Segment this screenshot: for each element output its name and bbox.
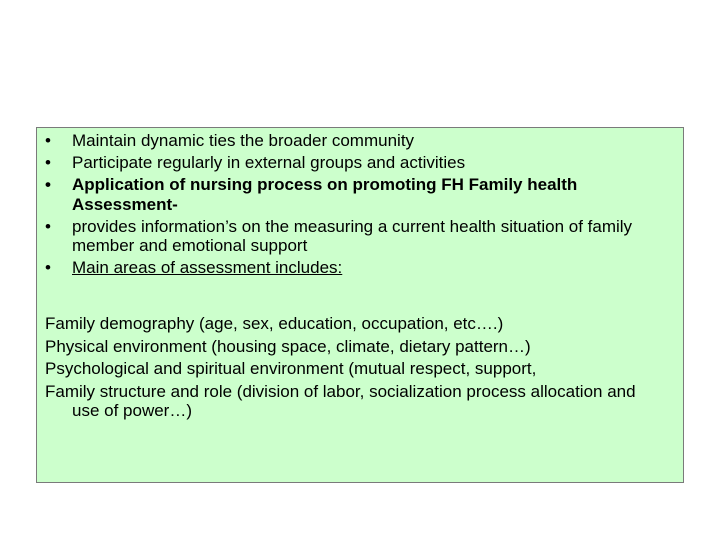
bullet-text: Participate regularly in external groups and activities bbox=[72, 153, 466, 172]
bullet-item bbox=[45, 153, 681, 173]
bullet-marker: • bbox=[45, 216, 51, 236]
bullet-item bbox=[45, 175, 681, 214]
bullet-item bbox=[45, 258, 681, 278]
content-textbox bbox=[36, 127, 684, 483]
bullet-list bbox=[45, 131, 681, 280]
bullet-text: provides information’s on the measuring a current health situation of family member and emotional support bbox=[72, 216, 633, 255]
assessment-areas bbox=[45, 314, 665, 424]
bullet-text: Main areas of assessment includes: bbox=[72, 258, 343, 277]
paragraph: Physical environment (housing space, climate, dietary pattern…) bbox=[45, 336, 531, 356]
bullet-text: Maintain dynamic ties the broader community bbox=[72, 131, 415, 150]
bullet-marker: • bbox=[45, 175, 51, 194]
paragraph: Psychological and spiritual environment (mutual respect, support, bbox=[45, 359, 537, 378]
paragraph: Family structure and role (division of labor, socialization process allocation and use of power…) bbox=[45, 381, 636, 420]
bullet-marker: • bbox=[45, 153, 51, 172]
bullet-marker: • bbox=[45, 131, 51, 150]
bullet-marker: • bbox=[45, 258, 51, 277]
bullet-item bbox=[45, 217, 681, 256]
bullet-item bbox=[45, 131, 681, 151]
bullet-text: Application of nursing process on promoting FH Family health Assessment- bbox=[72, 175, 578, 214]
paragraph: Family demography (age, sex, education, occupation, etc….) bbox=[45, 314, 504, 333]
